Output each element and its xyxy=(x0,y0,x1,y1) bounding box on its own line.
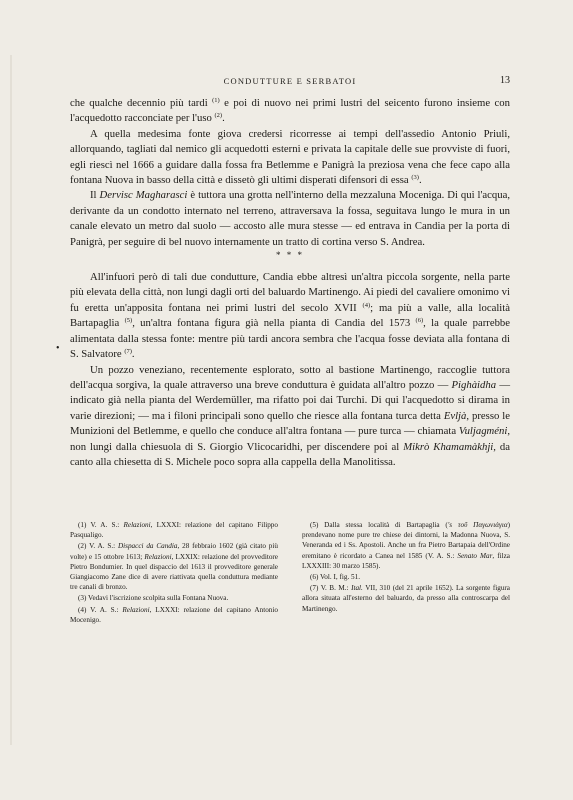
text-run: , LXXXI: relazione del capitano Filippo Pasqualigo. xyxy=(70,521,278,540)
text-run: , non lungi dalla chiesuola di S. Giorgio Vlicocaridhi, per discendere poi al xyxy=(70,425,510,453)
text-run: , filza LXXXIII: 30 marzo 1585). xyxy=(302,551,510,570)
text-run: A quella medesima fonte giova credersi ricorresse ai tempi dell'assedio Antonio Priuli, allorquando, tagliati dal nemico gli acquedotti esterni e privata la capitale delle sue provviste di fuori, egli riescì nel 1666 a guidare dalla fossa fra Betlemme e Panigrà la preziosa vena che fece capo alla fontana Nuova in basso della città e dissetò gli ultimi disperati difensori di essa xyxy=(70,127,510,187)
italic-term: Ital. xyxy=(351,584,363,593)
text-run: , 28 febbraio 1602 (già citato più volte) e 15 ottobre 1613; xyxy=(70,542,278,561)
text-run: (6) Vol. I, fig. 51. xyxy=(310,573,361,582)
italic-term: Relazioni xyxy=(122,605,150,614)
text-run: , presso le Munizioni del Betlemme, e quello che conduce all'altra fontana — pure turca — chiamata xyxy=(70,409,510,438)
footnote-ref: (3) xyxy=(411,174,419,182)
text-run: All'infuori però di tali due condutture, Candia ebbe altresì un'altra piccola sorgente, nella parte più elevata della città, non lungi dagli orti del baluardo Martinengo. Ai piedi del cavaliere omonimo vi fu eretta un'apposita fontana nei primi lustri del secolo XVII xyxy=(70,271,510,314)
footnote-4 xyxy=(70,605,278,625)
footnote-ref: (1) xyxy=(212,97,220,104)
italic-term: Pighàidha xyxy=(451,378,497,391)
text-run: (1) V. A. S.: xyxy=(78,521,124,529)
text-run: (7) V. B. M.: xyxy=(310,584,352,593)
text-run: ; ma più a valle, alla località Bartapaglia xyxy=(70,301,510,330)
footnote-2 xyxy=(70,541,278,592)
italic-term: Relazioni xyxy=(144,552,172,561)
footnote-ref: (6) xyxy=(415,317,424,325)
paragraph-2 xyxy=(70,127,510,189)
section-separator: * * * xyxy=(276,250,304,261)
page-number: 13 xyxy=(500,75,510,86)
italic-term: Relazioni xyxy=(123,521,151,529)
text-run: VII, 310 (del 21 aprile 1652). La sorgente figura allora situata all'esterno del baluardo, da presso alla controscarpa del Martinengo. xyxy=(302,584,510,613)
text-run: , LXXIX: relazione del provveditore Pietro Bondumier. In quel dispaccio del 1613 il provveditore generale Giangiacomo Zane dice di avere riattivata quella conduttura mediante tre canali di bronzo. xyxy=(70,552,278,592)
binding-shadow xyxy=(10,55,12,745)
text-run: , LXXXI: relazione del capitano Antonio Mocenigo. xyxy=(70,605,278,624)
text-run: ) prendevano nome pure tre chiese dei dintorni, la Madonna Nuova, S. Veneranda ed i Ss. Apostoli. Anche un fra Pietro Bartapaia dell'Ordine eremitano è ricordato a Canea nel 1585 (V. A. S.: xyxy=(302,521,510,560)
footnote-ref: (7) xyxy=(124,348,132,356)
paragraph-3 xyxy=(70,188,510,250)
footnotes-left-column xyxy=(70,520,278,626)
text-run: (3) Vedavi l'iscrizione scolpita sulla Fontana Nuova. xyxy=(78,594,229,603)
text-run: — indicato già nella pianta del Werdemüller, ma rifatto poi dai Turchi. Di qui l'acquedotto si dirama in varie direzioni; — ma i filoni principali sono quello che riesce alla fontana turca detta xyxy=(70,378,510,422)
text-run: (5) Dalla stessa località di Bartapaglia ( xyxy=(310,521,448,529)
text-run: . xyxy=(418,174,422,187)
text-run: , un'altra fontana figura già nella pianta di Candia del 1573 xyxy=(132,317,416,330)
footnote-3 xyxy=(70,593,278,603)
footnote-ref: (5) xyxy=(124,317,133,325)
text-run: . xyxy=(222,112,225,125)
text-run: che qualche decennio più tardi xyxy=(70,97,213,109)
footnote-5 xyxy=(302,520,510,571)
text-run: (4) V. A. S.: xyxy=(78,605,123,614)
text-run: e poi di nuovo nei primi lustri del seicento furono insieme con l'acquedotto racconciate per l'uso xyxy=(70,97,510,125)
text-run: Un pozzo veneziano, recentemente esplorato, sotto al bastione Martinengo, raccoglie tuttora dell'acqua sorgiva, la quale attraverso una breve conduttura è guidata all'altro pozzo — xyxy=(70,363,510,391)
footnote-ref: (4) xyxy=(362,301,371,309)
italic-term: Evljà xyxy=(443,409,467,422)
text-run: , da canto alla chiesetta di S. Michele poco sopra alla cappella della Manolitissa. xyxy=(70,440,510,468)
paragraph-1 xyxy=(70,96,510,127)
italic-term: Dispacci da Candia xyxy=(117,542,178,551)
footnotes-right-column xyxy=(302,520,510,626)
footnotes xyxy=(70,520,510,626)
footnote-7 xyxy=(302,583,510,614)
footnote-6 xyxy=(302,572,510,582)
italic-term: Senato Mar xyxy=(457,551,493,560)
page-header xyxy=(70,76,510,90)
paragraph-5 xyxy=(70,363,510,471)
italic-term: Dervisc Magharasci xyxy=(99,189,188,202)
paragraph-4 xyxy=(70,270,510,362)
italic-term: 's τοῦ Παγωνιάγια xyxy=(447,521,508,529)
text-run: Il xyxy=(90,189,100,202)
italic-term: Vuljagméni xyxy=(458,425,508,438)
body-text xyxy=(70,96,510,470)
text-run: . xyxy=(131,348,135,361)
italic-term: Mikrò Khamamàkhji xyxy=(403,440,494,453)
margin-mark: • xyxy=(56,343,60,354)
text-run: , la quale parrebbe alimentata dalla stessa fonte: mentre più tardi ancora sembra che l'acqua fosse deviata alla fontana di S. Salvatore xyxy=(70,317,510,361)
running-title: CONDUTTURE E SERBATOI xyxy=(223,76,357,86)
footnote-ref: (2) xyxy=(214,112,223,120)
footnote-1 xyxy=(70,520,278,540)
text-run: (2) V. A. S.: xyxy=(78,542,118,551)
text-run: è tuttora una grotta nell'interno della mezzaluna Moceniga. Di qui l'acqua, derivante da un condotto internato nel terreno, attraversava la fossa, seguitava lungo le mura in un canale elevato un metro dal suolo — accosto alle mura stesse — ed entrava in Candia per la porta di Panigrà, per seguire di bel nuovo internamente un tratto di cortina verso S. Andrea. xyxy=(70,189,511,248)
